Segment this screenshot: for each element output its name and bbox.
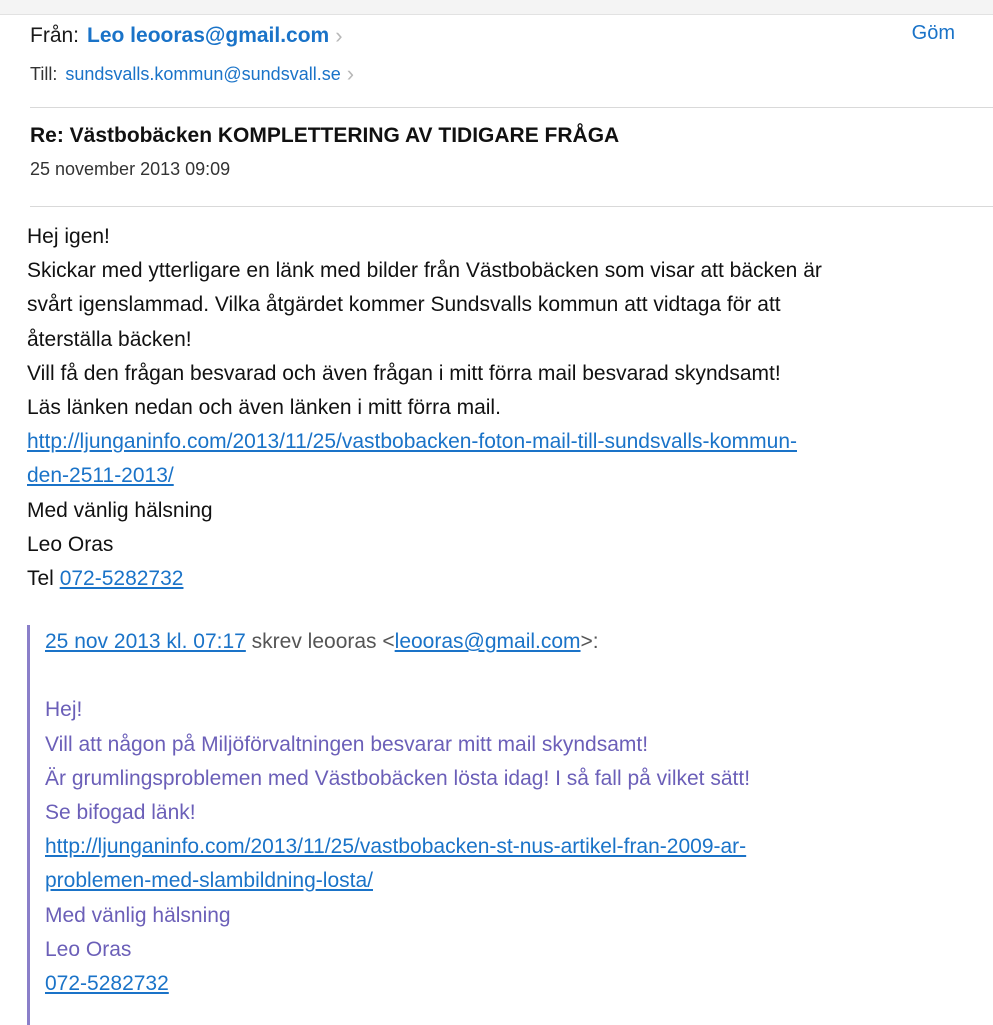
body-line: svårt igenslammad. Vilka åtgärdet kommer Sundsvalls kommun att vidtaga för att [27, 293, 781, 317]
hide-details-button[interactable]: Göm [911, 22, 955, 44]
quote-date-link[interactable]: 25 nov 2013 kl. 07:17 [45, 630, 246, 653]
signature-name: Leo Oras [27, 532, 114, 556]
mail-body [27, 220, 967, 596]
phone-line [27, 562, 967, 596]
quote-phone-link[interactable]: 072-5282732 [45, 972, 169, 996]
to-label: Till: [30, 63, 58, 84]
sender-address[interactable]: Leo leooras@gmail.com [87, 24, 330, 47]
from-label: Från: [30, 24, 80, 47]
recipient-chevron-icon[interactable]: › [346, 61, 355, 86]
body-link[interactable]: http://ljunganinfo.com/2013/11/25/vastbobacken-foton-mail-till-sundsvalls-kommun- [27, 430, 797, 454]
quote-wrote-end: >: [580, 630, 599, 653]
sender-chevron-icon[interactable]: › [335, 23, 343, 48]
quote-line: Vill att någon på Miljöförvaltningen besvarar mitt mail skyndsamt! [45, 732, 649, 756]
quote-link-continued[interactable]: problemen-med-slambildning-losta/ [45, 869, 373, 893]
body-line: Hej igen! [27, 225, 110, 248]
recipient-address[interactable]: sundsvalls.kommun@sundsvall.se [65, 63, 341, 84]
header-divider [30, 107, 993, 108]
quote-line: Se bifogad länk! [45, 801, 196, 824]
body-line: återställa bäcken! [27, 327, 192, 351]
closing-line: Med vänlig hälsning [27, 498, 213, 522]
body-line: Skickar med ytterligare en länk med bilder från Västbobäcken som visar att bäcken är [27, 259, 822, 283]
quote-wrote-text: skrev leooras < [245, 630, 395, 653]
quote-header [45, 625, 967, 659]
quote-spacer [45, 659, 967, 693]
subject-divider [30, 206, 993, 207]
quote-closing: Med vänlig hälsning [45, 903, 231, 927]
to-row [30, 61, 354, 87]
body-line: Vill få den frågan besvarad och även frågan i mitt förra mail besvarad skyndsamt! [27, 361, 781, 385]
body-line: Läs länken nedan och även länken i mitt förra mail. [27, 396, 501, 420]
quote-email-link[interactable]: leooras@gmail.com [394, 630, 581, 653]
mail-date: 25 november 2013 09:09 [30, 159, 231, 179]
quote-link[interactable]: http://ljunganinfo.com/2013/11/25/vastbobacken-st-nus-artikel-fran-2009-ar- [45, 835, 747, 859]
from-row [30, 22, 343, 50]
phone-link[interactable]: 072-5282732 [59, 567, 184, 591]
quote-line: Hej! [45, 698, 83, 722]
quoted-message [27, 625, 967, 1025]
mail-subject: Re: Västbobäcken KOMPLETTERING AV TIDIGARE FRÅGA [30, 124, 620, 147]
body-link-continued[interactable]: den-2511-2013/ [27, 464, 174, 488]
tel-label: Tel [27, 567, 60, 591]
top-bar [0, 0, 993, 15]
quote-signature-name: Leo Oras [45, 937, 132, 961]
quote-line: Är grumlingsproblemen med Västbobäcken lösta idag! I så fall på vilket sätt! [45, 766, 751, 790]
